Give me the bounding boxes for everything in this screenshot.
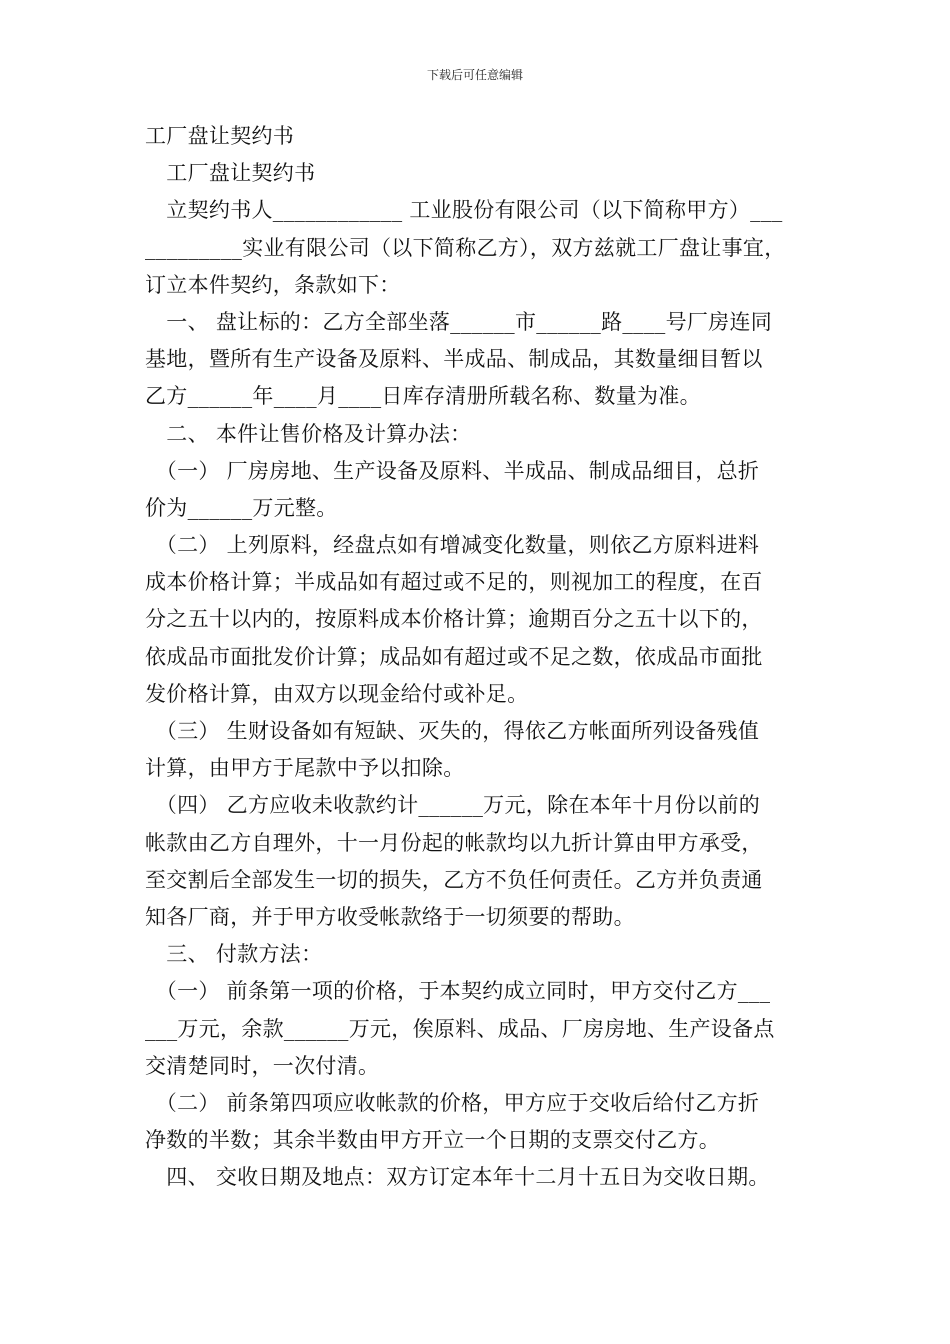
text-line: ___万元，余款______万元，俟原料、成品、厂房房地、生产设备点 [145, 1016, 775, 1041]
text-line: （一） 厂房房地、生产设备及原料、半成品、制成品细目，总折 [145, 458, 760, 483]
text-line: 立契约书人____________ 工业股份有限公司（以下简称甲方）___ [145, 198, 783, 223]
text-line: 计算，由甲方于尾款中予以扣除。 [145, 756, 465, 781]
text-line: （二） 上列原料，经盘点如有增减变化数量，则依乙方原料进料 [145, 533, 760, 558]
text-line: 一、 盘让标的：乙方全部坐落______市______路____号厂房连同 [145, 309, 773, 334]
text-line: 知各厂商，并于甲方收受帐款络于一切须要的帮助。 [145, 904, 635, 929]
text-line: 乙方______年____月____日库存清册所载名称、数量为准。 [145, 384, 701, 409]
text-line: 交清楚同时，一次付清。 [145, 1053, 380, 1078]
text-line: 帐款由乙方自理外，十一月份起的帐款均以九折计算由甲方承受， [145, 830, 763, 855]
text-line: 价为______万元整。 [145, 495, 338, 520]
document-subtitle: 工厂盘让契约书 [145, 161, 316, 186]
text-line: 二、 本件让售价格及计算办法： [145, 421, 472, 446]
text-line: 净数的半数；其余半数由甲方开立一个日期的支票交付乙方。 [145, 1128, 721, 1153]
text-line: 基地，暨所有生产设备及原料、半成品、制成品，其数量细目暂以 [145, 347, 763, 372]
text-line: （一） 前条第一项的价格，于本契约成立同时，甲方交付乙方___ [145, 979, 771, 1004]
text-line: （四） 乙方应收未收款约计______万元，除在本年十月份以前的 [145, 793, 761, 818]
document-body [145, 118, 813, 1196]
text-line: 发价格计算，由双方以现金给付或补足。 [145, 681, 529, 706]
text-line: 订立本件契约，条款如下： [145, 272, 401, 297]
text-line: 分之五十以内的，按原料成本价格计算；逾期百分之五十以下的， [145, 607, 763, 632]
text-line: 依成品市面批发价计算；成品如有超过或不足之数，依成品市面批 [145, 644, 763, 669]
text-line: （二） 前条第四项应收帐款的价格，甲方应于交收后给付乙方折 [145, 1090, 760, 1115]
text-line: 四、 交收日期及地点：双方订定本年十二月十五日为交收日期。 [145, 1165, 770, 1190]
page-header: 下载后可任意编辑 [426, 68, 523, 82]
text-line: 至交割后全部发生一切的损失，乙方不负任何责任。乙方并负责通 [145, 867, 763, 892]
text-line: （三） 生财设备如有短缺、灭失的，得依乙方帐面所列设备残值 [145, 719, 760, 743]
document-title: 工厂盘让契约书 [145, 124, 295, 148]
text-line: _________实业有限公司（以下简称乙方），双方兹就工厂盘让事宜， [145, 235, 786, 260]
text-line: 成本价格计算；半成品如有超过或不足的，则视加工的程度，在百 [145, 570, 763, 595]
text-line: 三、 付款方法： [145, 942, 323, 967]
